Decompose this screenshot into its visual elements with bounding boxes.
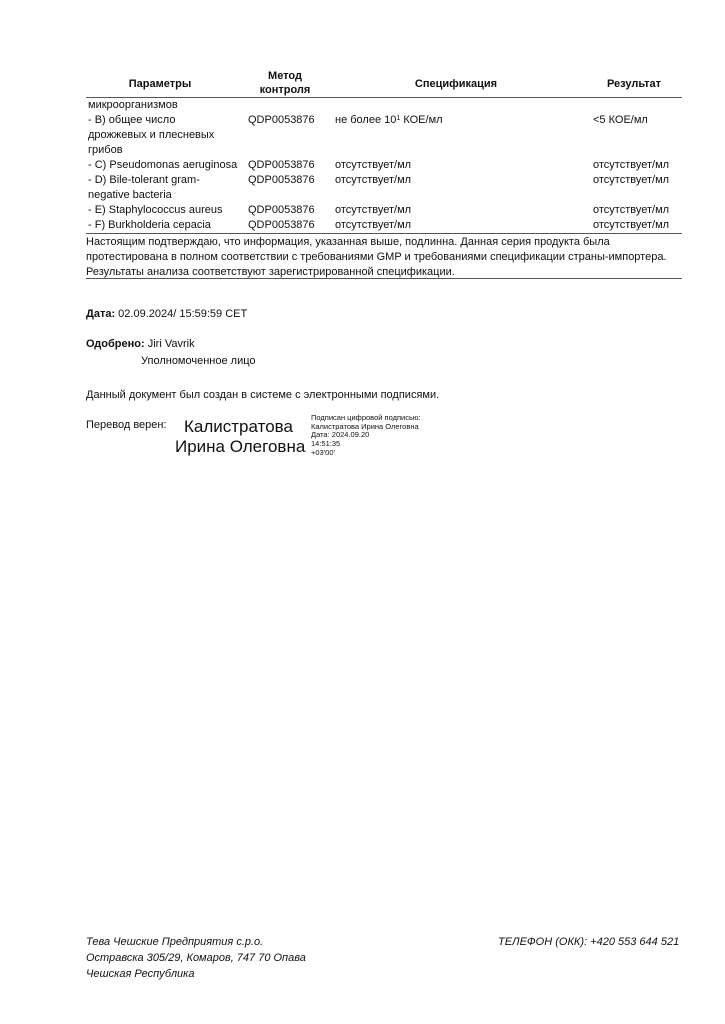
statement-rule — [86, 278, 682, 279]
digital-sig-line1: Подписан цифровой подписью: — [311, 413, 421, 422]
row-1-param-line3: грибов — [88, 144, 123, 156]
header-method-line2: контроля — [259, 84, 311, 96]
translation-label: Перевод верен: — [86, 419, 167, 431]
row-1-spec-pre: не более 10 — [335, 114, 397, 126]
row-3-result: отсутствует/мл — [593, 174, 670, 186]
digital-sig-line5: +03'00' — [311, 448, 335, 457]
row-1-param-line1: - B) общее число — [88, 114, 176, 126]
approved-label: Одобрено: — [86, 338, 145, 350]
row-3-param-line2: negative bacteria — [88, 189, 172, 201]
date-label: Дата: — [86, 308, 116, 320]
row-4-method: QDP0053876 — [248, 204, 315, 216]
header-param: Параметры — [128, 78, 192, 90]
row-1-param-line2: дрожжевых и плесневых — [88, 129, 215, 141]
date-line — [86, 307, 247, 322]
row-1-spec-post: КОЕ/мл — [400, 114, 443, 126]
electronic-note: Данный документ был создан в системе с электронными подписями. — [86, 389, 440, 401]
header-spec: Спецификация — [414, 78, 498, 90]
row-0-param: микроорганизмов — [88, 99, 178, 111]
row-2-method: QDP0053876 — [248, 159, 315, 171]
row-5-method: QDP0053876 — [248, 219, 315, 231]
approved-line — [86, 337, 195, 352]
header-result: Результат — [606, 78, 662, 90]
translator-name-line2: Ирина Олеговна — [175, 437, 306, 456]
footer-phone: ТЕЛЕФОН (ОКК): +420 553 644 521 — [498, 936, 680, 948]
digital-sig-line2: Калистратова Ирина Олеговна — [311, 421, 419, 431]
row-5-param: - F) Burkholderia cepacia — [88, 219, 211, 231]
row-2-param: - C) Pseudomonas aeruginosa — [88, 159, 238, 171]
row-3-method: QDP0053876 — [248, 174, 315, 186]
row-4-param: - E) Staphylococcus aureus — [88, 204, 223, 216]
statement-line1: Настоящим подтверждаю, что информация, указанная выше, подлинна. Данная серия продукта была — [86, 236, 610, 248]
header-method-line1: Метод — [268, 70, 302, 82]
row-1-spec — [335, 113, 443, 128]
row-5-spec: отсутствует/мл — [335, 219, 412, 231]
statement-line3: Результаты анализа соответствуют зарегистрированной спецификации. — [86, 266, 455, 278]
row-2-result: отсутствует/мл — [593, 159, 670, 171]
row-3-spec: отсутствует/мл — [335, 174, 412, 186]
row-2-spec: отсутствует/мл — [335, 159, 412, 171]
digital-sig-line4: 14:51:35 — [311, 439, 341, 448]
approved-value: Jiri Vavrik — [144, 338, 195, 350]
header-method — [240, 69, 330, 97]
row-1-result: <5 КОЕ/мл — [593, 114, 648, 126]
row-1-spec-sup: 1 — [396, 115, 401, 122]
row-1-method: QDP0053876 — [248, 114, 315, 126]
date-value: 02.09.2024/ 15:59:59 CET — [115, 308, 248, 320]
translator-name-line1: Калистратова — [184, 417, 293, 436]
row-3-param-line1: - D) Bile-tolerant gram- — [88, 174, 200, 186]
row-4-spec: отсутствует/мл — [335, 204, 412, 216]
row-4-result: отсутствует/мл — [593, 204, 670, 216]
row-5-result: отсутствует/мл — [593, 219, 670, 231]
table-bottom-rule — [86, 233, 682, 234]
digital-sig-line3: Дата: 2024.09.20 — [311, 430, 370, 439]
footer-company-line1: Тева Чешские Предприятия с.р.о. — [86, 936, 264, 948]
approved-role: Уполномоченное лицо — [141, 355, 256, 367]
footer-company-line3: Чешская Республика — [86, 968, 195, 980]
footer-company-line2: Остравска 305/29, Комаров, 747 70 Опава — [86, 952, 306, 964]
statement-line2: протестирована в полном соответствии с требованиями GMP и требованиями спецификации страны-импортера. — [86, 251, 667, 263]
